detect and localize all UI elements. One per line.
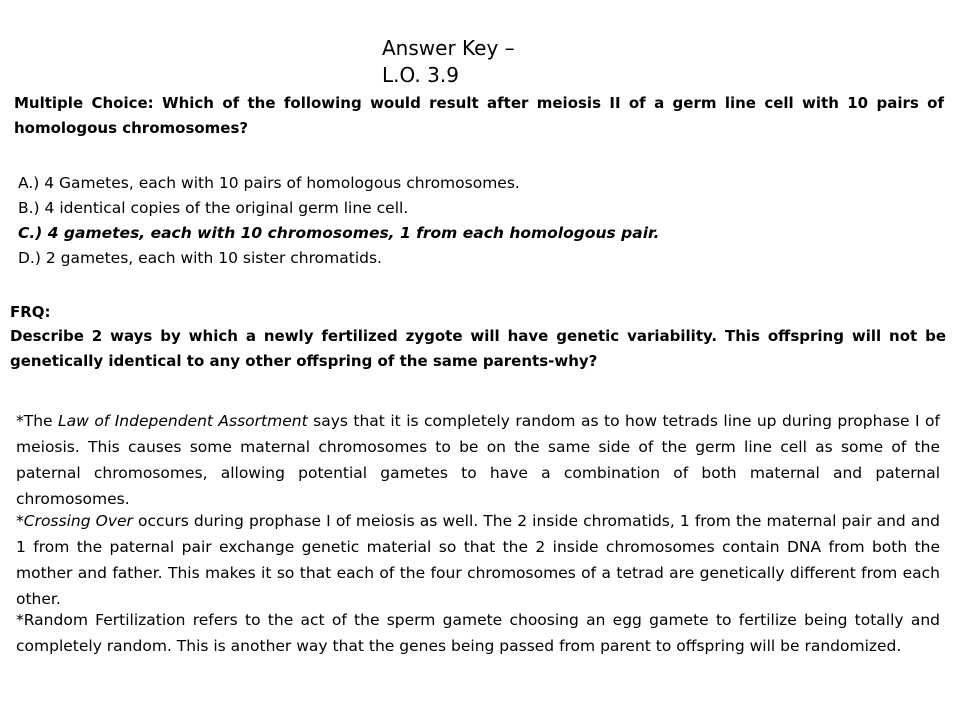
- choice-c-correct-answer: C.) 4 gametes, each with 10 chromosomes, 1 from each homologous pair.: [18, 224, 660, 242]
- answer-body: occurs during prophase I of meiosis as well. The 2 inside chromatids, 1 from the maternal pair and and 1 from the paternal pair exchange genetic material so that the 2 inside chromosomes contain DNA from both the mother and father. This makes it so that each of the four chromosomes of a tetrad are genetically different from each other.: [16, 512, 940, 608]
- choice-a: A.) 4 Gametes, each with 10 pairs of homologous chromosomes.: [18, 174, 520, 192]
- answer-prefix: *: [16, 512, 24, 530]
- title-line-2: L.O. 3.9: [382, 63, 459, 87]
- answer-independent-assortment: [16, 408, 940, 512]
- law-of-independent-assortment-term: Law of Independent Assortment: [58, 412, 308, 430]
- choice-d: D.) 2 gametes, each with 10 sister chromatids.: [18, 249, 382, 267]
- crossing-over-term: Crossing Over: [23, 512, 133, 530]
- answer-prefix: *The: [16, 412, 59, 430]
- frq-question: Describe 2 ways by which a newly fertilized zygote will have genetic variability. This offspring will not be genetically identical to any other offspring of the same parents-why?: [10, 327, 946, 370]
- answer-choices-list: [18, 171, 938, 271]
- title-line-1: Answer Key –: [382, 36, 515, 60]
- answer-body: says that it is completely random as to how tetrads line up during prophase I of meiosis. This causes some maternal chromosomes to be on the same side of the germ line cell as some of the paternal chromosomes, allowing potential gametes to have a combination of both maternal and paternal chromosomes.: [16, 412, 940, 508]
- frq-label: FRQ:: [10, 303, 51, 321]
- multiple-choice-question: Multiple Choice: Which of the following would result after meiosis II of a germ line cell with 10 pairs of homologous chromosomes?: [14, 94, 944, 137]
- answer-random-fertilization: *Random Fertilization refers to the act of the sperm gamete choosing an egg gamete to fertilize being totally and completely random. This is another way that the genes being passed from parent to offspring will be randomized.: [16, 611, 940, 655]
- answer-crossing-over: [16, 508, 940, 612]
- choice-b: B.) 4 identical copies of the original germ line cell.: [18, 199, 409, 217]
